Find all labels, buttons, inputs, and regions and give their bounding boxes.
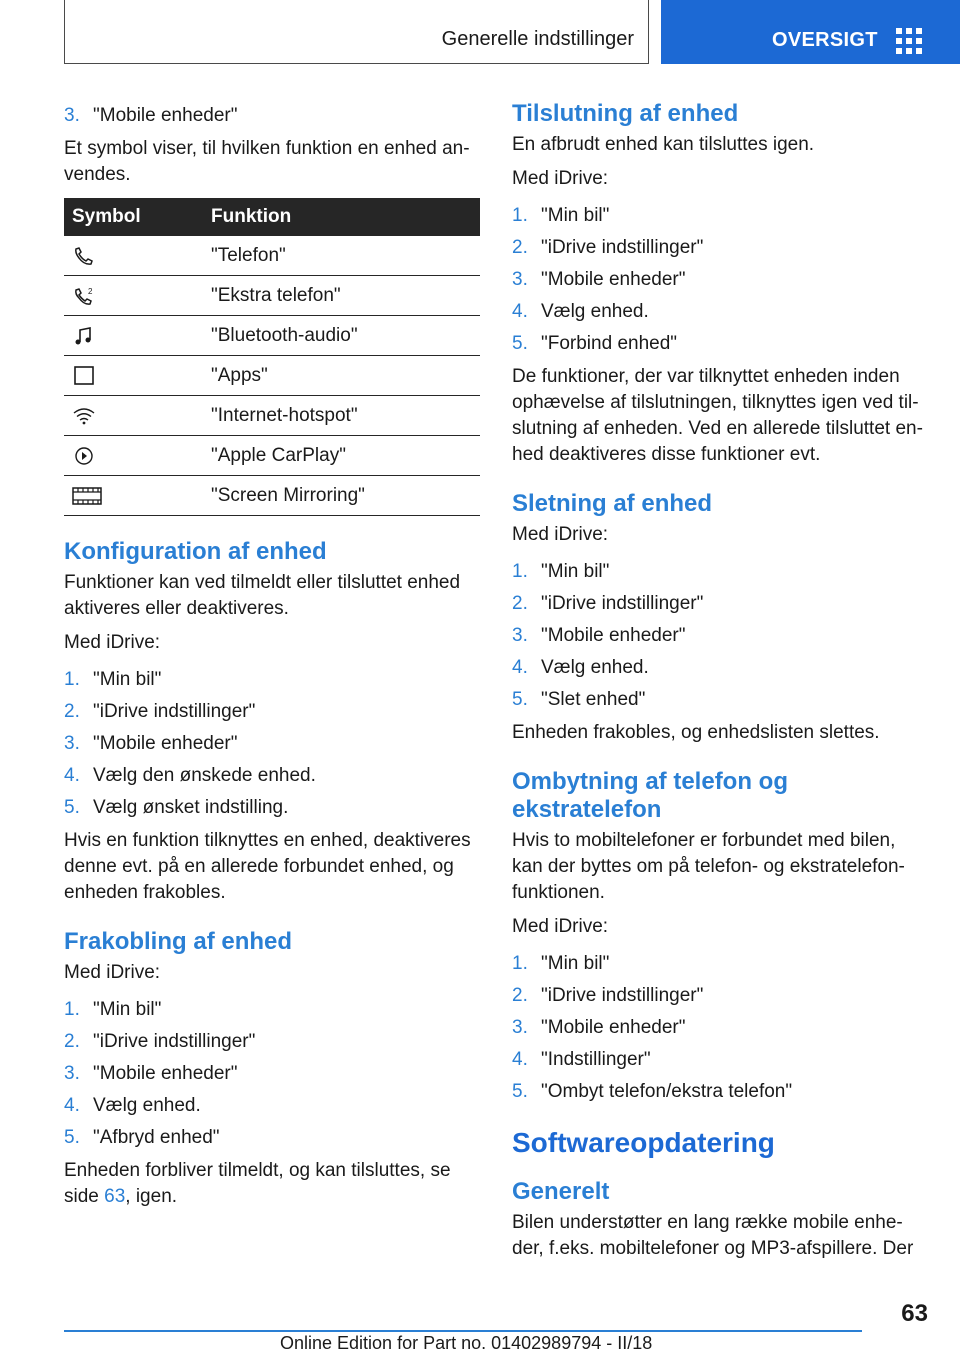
list-item: 4. Vælg den ønskede enhed.	[64, 765, 316, 786]
disconnect-steps	[64, 994, 480, 1154]
intro-text: Et symbol viser, til hvilken funktion en enhed an-vendes.	[64, 138, 470, 185]
list-item: 1. "Min bil"	[512, 953, 610, 974]
delete-after: Enheden frakobles, og enhedslisten slettes.	[512, 722, 880, 743]
function-label: "Apple CarPlay"	[203, 436, 480, 476]
list-item: 3. "Mobile enheder"	[512, 625, 686, 646]
svg-text:2: 2	[88, 286, 93, 296]
list-item: 1. "Min bil"	[64, 999, 162, 1020]
list-item: 3. "Mobile enheder"	[512, 269, 686, 290]
connect-after: De funktioner, der var tilknyttet enheden inden ophævelse af tilslutningen, tilknyttes igen ved til-slutning af enheden. Ved en allerede tilsluttet en-hed deaktiveres disse funktioner evt.	[512, 366, 923, 465]
disconnect-heading: Frakobling af enhed	[64, 928, 293, 955]
function-label: "Internet-hotspot"	[203, 396, 480, 436]
list-item: 5. "Ombyt telefon/ekstra telefon"	[512, 1081, 793, 1102]
swap-heading: Ombytning af telefon og ekstratelefon	[512, 768, 788, 823]
music-note-icon	[72, 326, 96, 346]
list-item: 2. "iDrive indstillinger"	[64, 701, 256, 722]
table-row	[64, 476, 480, 516]
additional-phone-icon	[72, 286, 96, 306]
table-row	[64, 356, 480, 396]
list-item: 3. "Mobile enheder"	[64, 1063, 238, 1084]
table-row	[64, 276, 480, 316]
disconnect-med: Med iDrive:	[64, 962, 161, 983]
function-label: "Telefon"	[203, 236, 480, 276]
table-row	[64, 316, 480, 356]
list-item: 5. "Afbryd enhed"	[64, 1127, 220, 1148]
software-text: Bilen understøtter en lang række mobile enhe-der, f.eks. mobiltelefoner og MP3-afspillere. Der	[512, 1212, 914, 1259]
delete-steps	[512, 556, 928, 716]
list-item: 2. "iDrive indstillinger"	[64, 1031, 256, 1052]
list-item: 4. Vælg enhed.	[512, 301, 649, 322]
list-item: 5. "Slet enhed"	[512, 689, 646, 710]
list-item: 5. "Forbind enhed"	[512, 333, 678, 354]
delete-med: Med iDrive:	[512, 524, 609, 545]
list-item: 4. Vælg enhed.	[64, 1095, 201, 1116]
connect-med: Med iDrive:	[512, 168, 609, 189]
list-item: 3. "Mobile enheder"	[512, 1017, 686, 1038]
section-title: Generelle indstillinger	[441, 28, 634, 50]
config-steps	[64, 664, 480, 824]
list-item: 5. Vælg ønsket indstilling.	[64, 797, 289, 818]
apps-square-icon	[72, 366, 96, 386]
connect-steps	[512, 200, 928, 360]
config-heading: Konfiguration af enhed	[64, 538, 327, 565]
table-row	[64, 236, 480, 276]
swap-steps	[512, 948, 928, 1108]
right-column	[512, 100, 928, 1270]
list-item: 2. "iDrive indstillinger"	[512, 593, 704, 614]
disconnect-after: Enheden forbliver tilmeldt, og kan tilsluttes, se side 63, igen.	[64, 1160, 451, 1207]
left-column	[64, 100, 480, 1218]
symbol-table	[64, 198, 480, 516]
list-item: 1. "Min bil"	[64, 669, 162, 690]
header-section-box	[64, 0, 649, 64]
list-item: 2. "iDrive indstillinger"	[512, 985, 704, 1006]
grid-menu-icon	[896, 28, 922, 54]
function-label: "Apps"	[203, 356, 480, 396]
list-item: 3. "Mobile enheder"	[64, 105, 238, 126]
list-item: 4. Vælg enhed.	[512, 657, 649, 678]
function-label: "Bluetooth-audio"	[203, 316, 480, 356]
table-row	[64, 436, 480, 476]
screen-mirroring-icon	[72, 486, 102, 506]
swap-med: Med iDrive:	[512, 916, 609, 937]
config-text: Funktioner kan ved tilmeldt eller tilsluttet enhed aktiveres eller deaktiveres.	[64, 572, 461, 619]
list-item: 1. "Min bil"	[512, 205, 610, 226]
wifi-icon	[72, 406, 96, 426]
overview-label: OVERSIGT	[772, 29, 878, 51]
phone-icon	[72, 246, 96, 266]
connect-text: En afbrudt enhed kan tilsluttes igen.	[512, 134, 815, 155]
swap-text: Hvis to mobiltelefoner er forbundet med bilen, kan der byttes om på telefon- og ekstratelefon-funktionen.	[512, 830, 905, 903]
list-item: 3. "Mobile enheder"	[64, 733, 238, 754]
software-subheading: Generelt	[512, 1178, 610, 1205]
table-header-symbol: Symbol	[64, 198, 203, 236]
footer-divider	[64, 1330, 862, 1332]
table-row	[64, 396, 480, 436]
edition-text: Online Edition for Part no. 01402989794 - II/18	[280, 1333, 653, 1353]
overview-button[interactable]	[661, 0, 960, 64]
software-heading: Softwareopdatering	[512, 1127, 775, 1158]
function-label: "Screen Mirroring"	[203, 476, 480, 516]
delete-heading: Sletning af enhed	[512, 490, 713, 517]
config-after: Hvis en funktion tilknyttes en enhed, deaktiveres denne evt. på en allerede forbundet enhed, og enheden frakobles.	[64, 830, 471, 903]
page-link[interactable]: 63	[104, 1186, 126, 1207]
carplay-play-icon	[72, 446, 96, 466]
connect-heading: Tilslutning af enhed	[512, 100, 739, 127]
list-item: 1. "Min bil"	[512, 561, 610, 582]
table-header-function: Funktion	[203, 198, 480, 236]
list-item: 4. "Indstillinger"	[512, 1049, 651, 1070]
intro-list	[64, 100, 480, 132]
list-item: 2. "iDrive indstillinger"	[512, 237, 704, 258]
function-label: "Ekstra telefon"	[203, 276, 480, 316]
page-number: 63	[901, 1300, 928, 1327]
config-med: Med iDrive:	[64, 632, 161, 653]
